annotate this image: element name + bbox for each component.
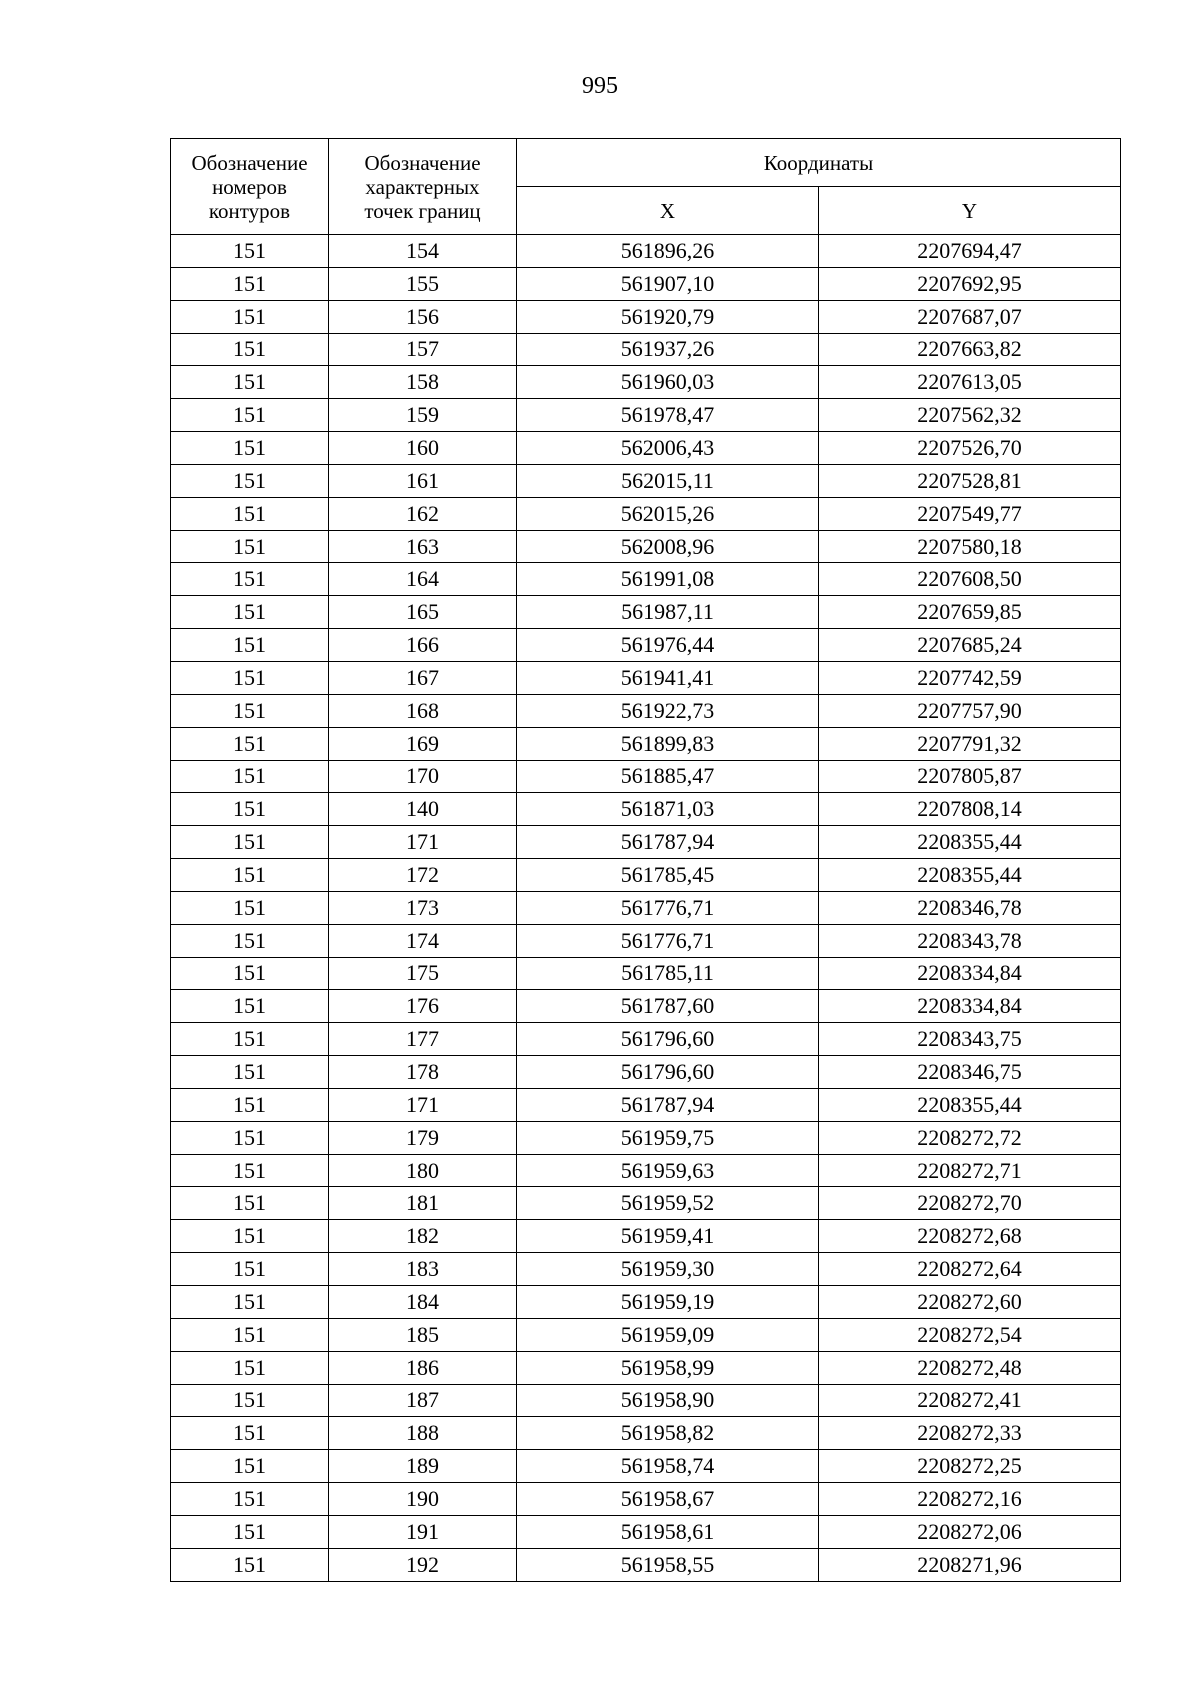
contour-cell: 151 <box>171 957 329 990</box>
table-row <box>171 1253 1121 1286</box>
contour-cell: 151 <box>171 1121 329 1154</box>
y-cell: 2208272,60 <box>819 1286 1121 1319</box>
table-row <box>171 661 1121 694</box>
table-header-row <box>171 139 1121 187</box>
table-row <box>171 1548 1121 1581</box>
y-cell: 2207808,14 <box>819 793 1121 826</box>
point-cell: 184 <box>329 1286 517 1319</box>
contour-cell: 151 <box>171 1088 329 1121</box>
y-cell: 2207526,70 <box>819 432 1121 465</box>
x-cell: 561959,19 <box>517 1286 819 1319</box>
table-row <box>171 530 1121 563</box>
x-cell: 561959,30 <box>517 1253 819 1286</box>
y-cell: 2207694,47 <box>819 235 1121 268</box>
y-cell: 2208272,16 <box>819 1483 1121 1516</box>
table-row <box>171 957 1121 990</box>
page-number: 995 <box>582 73 618 99</box>
header-contours <box>171 139 329 235</box>
point-cell: 166 <box>329 629 517 662</box>
point-cell: 164 <box>329 563 517 596</box>
x-cell: 561959,09 <box>517 1318 819 1351</box>
x-cell: 561987,11 <box>517 596 819 629</box>
header-coordinates: Координаты <box>517 139 1121 187</box>
x-cell: 561958,90 <box>517 1384 819 1417</box>
point-cell: 181 <box>329 1187 517 1220</box>
contour-cell: 151 <box>171 1154 329 1187</box>
point-cell: 190 <box>329 1483 517 1516</box>
point-cell: 171 <box>329 1088 517 1121</box>
y-cell: 2207791,32 <box>819 727 1121 760</box>
x-cell: 561776,71 <box>517 924 819 957</box>
x-cell: 561787,94 <box>517 1088 819 1121</box>
contour-cell: 151 <box>171 629 329 662</box>
table-row <box>171 1384 1121 1417</box>
y-cell: 2208272,33 <box>819 1417 1121 1450</box>
y-cell: 2208343,78 <box>819 924 1121 957</box>
contour-cell: 151 <box>171 1023 329 1056</box>
table-row <box>171 924 1121 957</box>
point-cell: 156 <box>329 300 517 333</box>
header-contours-line: Обозначение <box>191 150 308 175</box>
table-body <box>171 235 1121 1582</box>
y-cell: 2207805,87 <box>819 760 1121 793</box>
table-row <box>171 1515 1121 1548</box>
point-cell: 185 <box>329 1318 517 1351</box>
contour-cell: 151 <box>171 497 329 530</box>
contour-cell: 151 <box>171 235 329 268</box>
header-points-line: характерных <box>365 174 480 199</box>
table-row <box>171 1417 1121 1450</box>
y-cell: 2208272,54 <box>819 1318 1121 1351</box>
header-points-line: точек границ <box>364 198 481 223</box>
contour-cell: 151 <box>171 267 329 300</box>
y-cell: 2207580,18 <box>819 530 1121 563</box>
x-cell: 561958,74 <box>517 1450 819 1483</box>
contour-cell: 151 <box>171 990 329 1023</box>
x-cell: 561871,03 <box>517 793 819 826</box>
y-cell: 2208346,75 <box>819 1056 1121 1089</box>
table-row <box>171 793 1121 826</box>
table-row <box>171 366 1121 399</box>
x-cell: 561907,10 <box>517 267 819 300</box>
y-cell: 2207659,85 <box>819 596 1121 629</box>
contour-cell: 151 <box>171 661 329 694</box>
contour-cell: 151 <box>171 1318 329 1351</box>
table-row <box>171 727 1121 760</box>
table-row <box>171 826 1121 859</box>
contour-cell: 151 <box>171 859 329 892</box>
y-cell: 2207608,50 <box>819 563 1121 596</box>
point-cell: 188 <box>329 1417 517 1450</box>
point-cell: 189 <box>329 1450 517 1483</box>
y-cell: 2208355,44 <box>819 826 1121 859</box>
x-cell: 561937,26 <box>517 333 819 366</box>
y-cell: 2208343,75 <box>819 1023 1121 1056</box>
point-cell: 192 <box>329 1548 517 1581</box>
table-row <box>171 1056 1121 1089</box>
x-cell: 561896,26 <box>517 235 819 268</box>
contour-cell: 151 <box>171 366 329 399</box>
table-row <box>171 333 1121 366</box>
table-row <box>171 629 1121 662</box>
y-cell: 2208355,44 <box>819 859 1121 892</box>
contour-cell: 151 <box>171 1548 329 1581</box>
y-cell: 2208272,68 <box>819 1220 1121 1253</box>
point-cell: 179 <box>329 1121 517 1154</box>
x-cell: 561958,99 <box>517 1351 819 1384</box>
contour-cell: 151 <box>171 333 329 366</box>
contour-cell: 151 <box>171 1253 329 1286</box>
point-cell: 176 <box>329 990 517 1023</box>
contour-cell: 151 <box>171 464 329 497</box>
y-cell: 2207613,05 <box>819 366 1121 399</box>
table-row <box>171 563 1121 596</box>
x-cell: 561958,67 <box>517 1483 819 1516</box>
point-cell: 154 <box>329 235 517 268</box>
x-cell: 561958,55 <box>517 1548 819 1581</box>
point-cell: 182 <box>329 1220 517 1253</box>
table-row <box>171 1088 1121 1121</box>
y-cell: 2207757,90 <box>819 694 1121 727</box>
point-cell: 161 <box>329 464 517 497</box>
y-cell: 2208272,25 <box>819 1450 1121 1483</box>
header-y: Y <box>819 187 1121 235</box>
coordinates-table <box>170 138 1121 1582</box>
x-cell: 561899,83 <box>517 727 819 760</box>
x-cell: 561959,41 <box>517 1220 819 1253</box>
table-row <box>171 1187 1121 1220</box>
table-row <box>171 1121 1121 1154</box>
x-cell: 561976,44 <box>517 629 819 662</box>
header-points <box>329 139 517 235</box>
x-cell: 561776,71 <box>517 891 819 924</box>
contour-cell: 151 <box>171 1351 329 1384</box>
contour-cell: 151 <box>171 563 329 596</box>
point-cell: 168 <box>329 694 517 727</box>
y-cell: 2208272,71 <box>819 1154 1121 1187</box>
y-cell: 2208271,96 <box>819 1548 1121 1581</box>
contour-cell: 151 <box>171 432 329 465</box>
point-cell: 183 <box>329 1253 517 1286</box>
y-cell: 2208272,70 <box>819 1187 1121 1220</box>
y-cell: 2208272,41 <box>819 1384 1121 1417</box>
contour-cell: 151 <box>171 1220 329 1253</box>
point-cell: 171 <box>329 826 517 859</box>
x-cell: 561787,60 <box>517 990 819 1023</box>
x-cell: 561960,03 <box>517 366 819 399</box>
table-row <box>171 990 1121 1023</box>
table-row <box>171 1154 1121 1187</box>
header-points-line: Обозначение <box>364 150 481 175</box>
x-cell: 561796,60 <box>517 1056 819 1089</box>
table-row <box>171 694 1121 727</box>
y-cell: 2207685,24 <box>819 629 1121 662</box>
point-cell: 175 <box>329 957 517 990</box>
x-cell: 561959,52 <box>517 1187 819 1220</box>
point-cell: 167 <box>329 661 517 694</box>
point-cell: 178 <box>329 1056 517 1089</box>
x-cell: 561796,60 <box>517 1023 819 1056</box>
contour-cell: 151 <box>171 1056 329 1089</box>
point-cell: 163 <box>329 530 517 563</box>
contour-cell: 151 <box>171 530 329 563</box>
x-cell: 561785,45 <box>517 859 819 892</box>
contour-cell: 151 <box>171 1384 329 1417</box>
table-row <box>171 1318 1121 1351</box>
point-cell: 177 <box>329 1023 517 1056</box>
x-cell: 561959,75 <box>517 1121 819 1154</box>
x-cell: 561885,47 <box>517 760 819 793</box>
point-cell: 180 <box>329 1154 517 1187</box>
x-cell: 561978,47 <box>517 399 819 432</box>
point-cell: 170 <box>329 760 517 793</box>
y-cell: 2208272,72 <box>819 1121 1121 1154</box>
table-row <box>171 760 1121 793</box>
x-cell: 562015,11 <box>517 464 819 497</box>
x-cell: 561958,82 <box>517 1417 819 1450</box>
table-row <box>171 891 1121 924</box>
y-cell: 2208272,64 <box>819 1253 1121 1286</box>
y-cell: 2207549,77 <box>819 497 1121 530</box>
x-cell: 561959,63 <box>517 1154 819 1187</box>
x-cell: 561991,08 <box>517 563 819 596</box>
y-cell: 2207663,82 <box>819 333 1121 366</box>
point-cell: 174 <box>329 924 517 957</box>
contour-cell: 151 <box>171 596 329 629</box>
y-cell: 2207687,07 <box>819 300 1121 333</box>
y-cell: 2208355,44 <box>819 1088 1121 1121</box>
x-cell: 562008,96 <box>517 530 819 563</box>
point-cell: 187 <box>329 1384 517 1417</box>
table-row <box>171 1483 1121 1516</box>
table-row <box>171 1450 1121 1483</box>
x-cell: 561922,73 <box>517 694 819 727</box>
point-cell: 162 <box>329 497 517 530</box>
x-cell: 561785,11 <box>517 957 819 990</box>
table-row <box>171 1023 1121 1056</box>
x-cell: 561920,79 <box>517 300 819 333</box>
contour-cell: 151 <box>171 399 329 432</box>
y-cell: 2208272,48 <box>819 1351 1121 1384</box>
x-cell: 561958,61 <box>517 1515 819 1548</box>
y-cell: 2207692,95 <box>819 267 1121 300</box>
contour-cell: 151 <box>171 924 329 957</box>
point-cell: 165 <box>329 596 517 629</box>
contour-cell: 151 <box>171 1417 329 1450</box>
point-cell: 158 <box>329 366 517 399</box>
table-row <box>171 1286 1121 1319</box>
x-cell: 562015,26 <box>517 497 819 530</box>
header-contours-line: контуров <box>208 198 291 223</box>
table-row <box>171 399 1121 432</box>
point-cell: 172 <box>329 859 517 892</box>
contour-cell: 151 <box>171 1515 329 1548</box>
y-cell: 2207528,81 <box>819 464 1121 497</box>
contour-cell: 151 <box>171 1450 329 1483</box>
point-cell: 157 <box>329 333 517 366</box>
table-row <box>171 267 1121 300</box>
contour-cell: 151 <box>171 826 329 859</box>
point-cell: 155 <box>329 267 517 300</box>
contour-cell: 151 <box>171 760 329 793</box>
table-row <box>171 464 1121 497</box>
table-row <box>171 859 1121 892</box>
table-row <box>171 235 1121 268</box>
point-cell: 160 <box>329 432 517 465</box>
header-x: X <box>517 187 819 235</box>
x-cell: 561787,94 <box>517 826 819 859</box>
contour-cell: 151 <box>171 300 329 333</box>
contour-cell: 151 <box>171 727 329 760</box>
header-contours-line: номеров <box>212 174 287 199</box>
contour-cell: 151 <box>171 793 329 826</box>
y-cell: 2208272,06 <box>819 1515 1121 1548</box>
point-cell: 173 <box>329 891 517 924</box>
x-cell: 562006,43 <box>517 432 819 465</box>
y-cell: 2208334,84 <box>819 990 1121 1023</box>
contour-cell: 151 <box>171 1187 329 1220</box>
contour-cell: 151 <box>171 891 329 924</box>
contour-cell: 151 <box>171 1483 329 1516</box>
table-row <box>171 1351 1121 1384</box>
point-cell: 186 <box>329 1351 517 1384</box>
point-cell: 140 <box>329 793 517 826</box>
y-cell: 2208346,78 <box>819 891 1121 924</box>
table-row <box>171 300 1121 333</box>
point-cell: 191 <box>329 1515 517 1548</box>
y-cell: 2207562,32 <box>819 399 1121 432</box>
table-row <box>171 596 1121 629</box>
contour-cell: 151 <box>171 694 329 727</box>
point-cell: 159 <box>329 399 517 432</box>
point-cell: 169 <box>329 727 517 760</box>
contour-cell: 151 <box>171 1286 329 1319</box>
table-row <box>171 1220 1121 1253</box>
x-cell: 561941,41 <box>517 661 819 694</box>
y-cell: 2207742,59 <box>819 661 1121 694</box>
table-row <box>171 497 1121 530</box>
table-row <box>171 432 1121 465</box>
y-cell: 2208334,84 <box>819 957 1121 990</box>
